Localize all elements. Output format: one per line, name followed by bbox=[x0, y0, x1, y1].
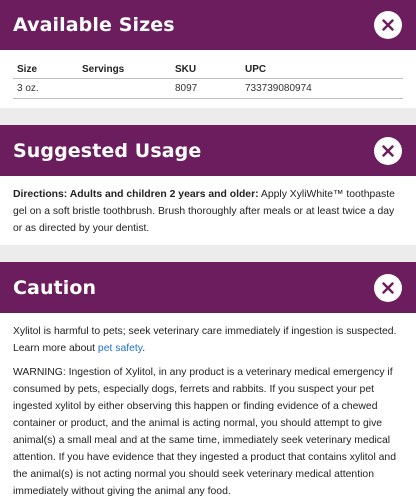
caution-warning: WARNING: Ingestion of Xylitol, in any product is a veterinary medical emergency if consumed by pets, especially dogs, ferrets and rabbits. If you suspect your pet ingested xylitol by either observing this happen or finding evidence of a chewed container or product, and the animal is acting normal, you should attempt to give animal(s) a small meal and at the same time, immediately seek veterinary medical attention. If you have evidence that they ingested a product that contains xylitol and the animal(s) is not acting normal you should seek veterinary medical attention immediately without giving the animal any food. bbox=[13, 367, 396, 497]
cell-upc: 733739080974 bbox=[241, 79, 403, 99]
available-sizes-close-button[interactable] bbox=[374, 11, 402, 39]
table-header-row bbox=[13, 61, 403, 79]
directions-label: Directions: Adults and children 2 years and older: bbox=[13, 189, 259, 200]
cell-servings bbox=[78, 79, 171, 99]
caution-panel bbox=[0, 262, 416, 502]
suggested-usage-close-button[interactable] bbox=[374, 137, 402, 165]
caution-intro-text: Xylitol is harmful to pets; seek veterinary care immediately if ingestion is suspected. Learn more about bbox=[13, 326, 397, 354]
directions-text bbox=[0, 186, 416, 237]
close-x-icon bbox=[382, 282, 394, 294]
pet-safety-link[interactable]: pet safety bbox=[97, 343, 143, 354]
caution-header[interactable] bbox=[0, 262, 416, 313]
close-x-icon bbox=[382, 145, 394, 157]
sizes-table bbox=[13, 61, 403, 99]
caution-title: Caution bbox=[13, 276, 97, 299]
available-sizes-header[interactable] bbox=[0, 0, 416, 50]
close-x-icon bbox=[382, 19, 394, 31]
table-row bbox=[13, 79, 403, 99]
cell-size: 3 oz. bbox=[13, 79, 78, 99]
cell-sku: 8097 bbox=[171, 79, 241, 99]
suggested-usage-title: Suggested Usage bbox=[13, 139, 202, 162]
column-header-sku: SKU bbox=[171, 61, 241, 79]
directions-body: Apply XyliWhite™ toothpaste gel on a soft bristle toothbrush. Brush thoroughly after meals or at least twice a day or as directed by your dentist. bbox=[13, 189, 395, 234]
caution-close-button[interactable] bbox=[374, 274, 402, 302]
suggested-usage-panel bbox=[0, 125, 416, 245]
column-header-servings: Servings bbox=[78, 61, 171, 79]
column-header-upc: UPC bbox=[241, 61, 403, 79]
suggested-usage-header[interactable] bbox=[0, 125, 416, 176]
caution-intro-end: . bbox=[142, 343, 146, 354]
column-header-size: Size bbox=[13, 61, 78, 79]
caution-intro bbox=[0, 323, 416, 357]
available-sizes-title: Available Sizes bbox=[13, 13, 175, 36]
available-sizes-panel bbox=[0, 0, 416, 108]
